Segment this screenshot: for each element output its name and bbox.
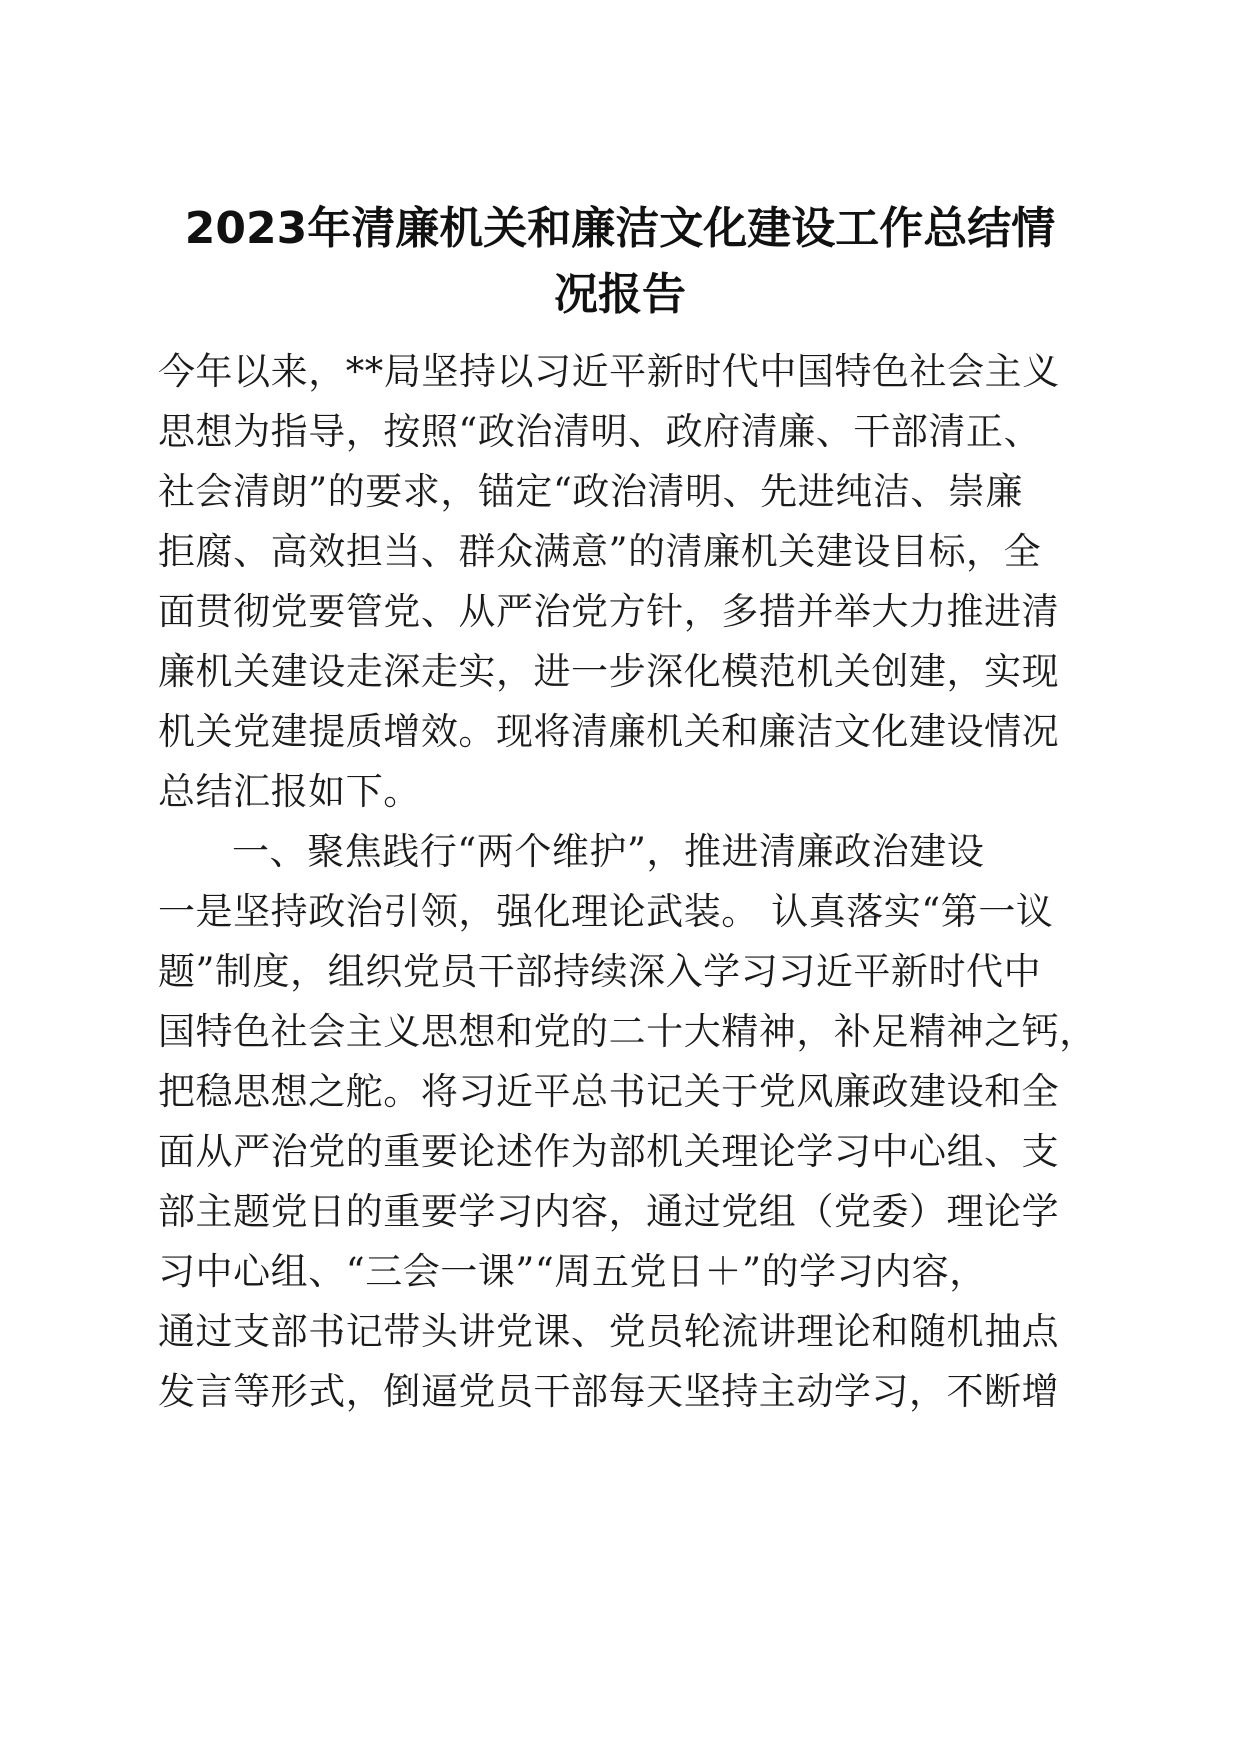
body-text-line: 习中心组、“三会一课”“周五党日＋”的学习内容， bbox=[158, 1250, 987, 1293]
section-heading: 一、聚焦践行“两个维护”，推进清廉政治建设 bbox=[232, 830, 985, 873]
body-text-line: 部主题党日的重要学习内容，通过党组（党委）理论学 bbox=[158, 1190, 1060, 1233]
body-text-line: 通过支部书记带头讲党课、党员轮流讲理论和随机抽点 bbox=[158, 1310, 1060, 1353]
document-title-line-1: 2023年清廉机关和廉洁文化建设工作总结情 bbox=[184, 203, 1056, 254]
body-text-line: 面贯彻党要管党、从严治党方针，多措并举大力推进清 bbox=[158, 590, 1060, 633]
body-text-line: 题”制度，组织党员干部持续深入学习习近平新时代中 bbox=[158, 950, 1042, 993]
document-title-line-2: 况报告 bbox=[554, 269, 686, 320]
body-text-line: 廉机关建设走深走实，进一步深化模范机关创建，实现 bbox=[158, 650, 1060, 693]
body-text-line: 今年以来，**局坚持以习近平新时代中国特色社会主义 bbox=[158, 350, 1060, 393]
body-text-line: 一是坚持政治引领，强化理论武装。 认真落实“第一议 bbox=[158, 890, 1054, 933]
body-text-line: 总结汇报如下。 bbox=[158, 770, 421, 813]
body-text-line: 把稳思想之舵。将习近平总书记关于党风廉政建设和全 bbox=[158, 1070, 1060, 1113]
body-text-line: 机关党建提质增效。现将清廉机关和廉洁文化建设情况 bbox=[158, 710, 1060, 753]
body-text-line: 国特色社会主义思想和党的二十大精神，补足精神之钙， bbox=[158, 1010, 1097, 1053]
body-text-line: 思想为指导，按照“政治清明、政府清廉、干部清正、 bbox=[158, 410, 1042, 453]
body-text-line: 发言等形式，倒逼党员干部每天坚持主动学习，不断增 bbox=[158, 1370, 1060, 1413]
body-text-line: 社会清朗”的要求，锚定“政治清明、先进纯洁、崇廉 bbox=[158, 470, 1024, 513]
body-text-line: 面从严治党的重要论述作为部机关理论学习中心组、支 bbox=[158, 1130, 1060, 1173]
body-text-line: 拒腐、高效担当、群众满意”的清廉机关建设目标，全 bbox=[158, 530, 1042, 573]
